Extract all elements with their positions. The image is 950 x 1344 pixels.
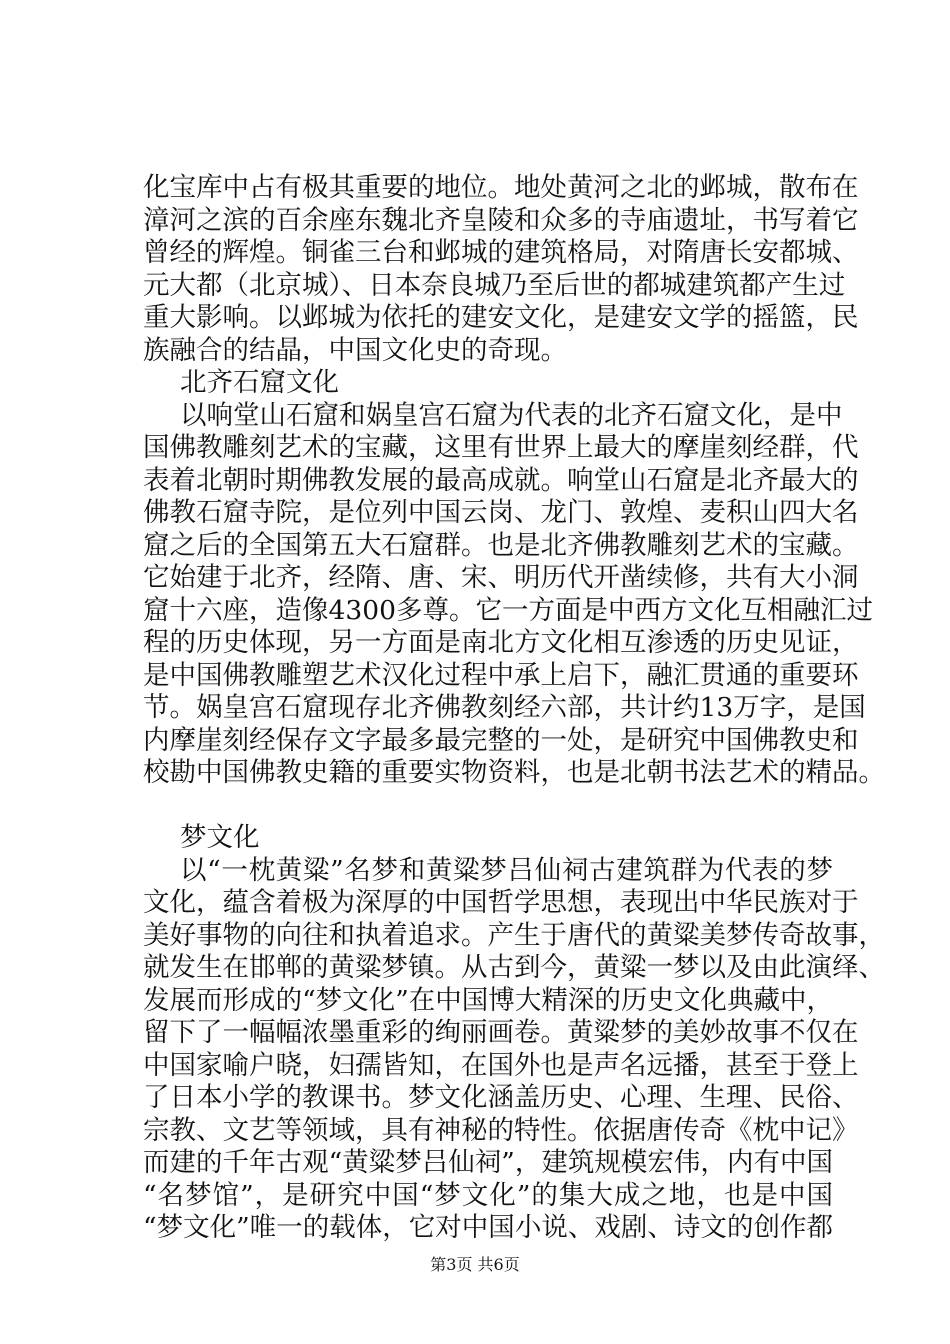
text-line: 族融合的结晶，中国文化史的奇现。	[143, 334, 567, 366]
text-line: 漳河之滨的百余座东魏北齐皇陵和众多的寺庙遗址，书写着它	[143, 204, 859, 236]
text-line: 化宝库中占有极其重要的地位。地处黄河之北的邺城，散布在	[143, 172, 859, 203]
text-line: 就发生在邯郸的黄粱梦镇。从古到今，黄粱一梦以及由此演绎、	[143, 952, 885, 983]
text-line: 是中国佛教雕塑艺术汉化过程中承上启下，融汇贯通的重要环	[143, 659, 859, 691]
text-line: 中国家喻户晓，妇孺皆知，在国外也是声名远播，甚至于登上	[143, 1049, 859, 1081]
section-heading-beiqi: 北齐石窟文化	[180, 367, 339, 398]
text-line: 佛教石窟寺院，是位列中国云岗、龙门、敦煌、麦积山四大名	[143, 497, 859, 528]
text-line: 重大影响。以邺城为依托的建安文化，是建安文学的摇篮，民	[143, 302, 859, 333]
text-line: 宗教、文艺等领域，具有神秘的特性。依据唐传奇《枕中记》	[143, 1114, 859, 1146]
paragraph-3	[143, 854, 885, 1245]
text-line: 曾经的辉煌。铜雀三台和邺城的建筑格局，对隋唐长安都城、	[143, 237, 859, 268]
paragraph-2	[143, 399, 885, 790]
text-line: 程的历史体现，另一方面是南北方文化相互渗透的历史见证，	[143, 627, 859, 658]
paragraph-1	[143, 172, 859, 367]
text-line: 元大都（北京城）、日本奈良城乃至后世的都城建筑都产生过	[143, 269, 846, 301]
text-line: 节。娲皇宫石窟现存北齐佛教刻经六部，共计约13万字，是国	[143, 692, 866, 723]
text-line: “名梦馆”，是研究中国“梦文化”的集大成之地，也是中国	[143, 1179, 833, 1211]
text-line: 窟之后的全国第五大石窟群。也是北齐佛教雕刻艺术的宝藏。	[143, 529, 859, 561]
text-line: 了日本小学的教课书。梦文化涵盖历史、心理、生理、民俗、	[143, 1082, 859, 1113]
page-number-footer: 第3页 共6页	[430, 1255, 520, 1274]
text-line: 校勘中国佛教史籍的重要实物资料，也是北朝书法艺术的精品。	[143, 757, 885, 788]
section-heading-meng: 梦文化	[180, 822, 260, 853]
text-line: 窟十六座，造像4300多尊。它一方面是中西方文化互相融汇过	[143, 594, 873, 626]
document-body	[143, 172, 885, 1245]
text-line: 它始建于北齐，经隋、唐、宋、明历代开凿续修，共有大小洞	[143, 562, 859, 593]
text-line: 内摩崖刻经保存文字最多最完整的一处，是研究中国佛教史和	[143, 724, 859, 756]
text-line: 发展而形成的“梦文化”在中国博大精深的历史文化典藏中，	[143, 984, 833, 1016]
text-line: 国佛教雕刻艺术的宝藏，这里有世界上最大的摩崖刻经群，代	[143, 432, 859, 463]
text-line: 以响堂山石窟和娲皇宫石窟为代表的北齐石窟文化，是中	[180, 399, 843, 431]
text-line: 留下了一幅幅浓墨重彩的绚丽画卷。黄粱梦的美妙故事不仅在	[143, 1017, 859, 1048]
blank-line	[143, 790, 833, 823]
text-line: 以“一枕黄粱”名梦和黄粱梦吕仙祠古建筑群为代表的梦	[180, 854, 833, 886]
text-line: 文化，蕴含着极为深厚的中国哲学思想，表现出中华民族对于	[143, 887, 859, 918]
text-line: 美好事物的向往和执着追求。产生于唐代的黄粱美梦传奇故事，	[143, 919, 885, 951]
text-line: 而建的千年古观“黄粱梦吕仙祠”，建筑规模宏伟，内有中国	[143, 1147, 833, 1178]
text-line: “梦文化”唯一的载体，它对中国小说、戏剧、诗文的创作都	[143, 1212, 833, 1243]
text-line: 表着北朝时期佛教发展的最高成就。响堂山石窟是北齐最大的	[143, 464, 859, 496]
